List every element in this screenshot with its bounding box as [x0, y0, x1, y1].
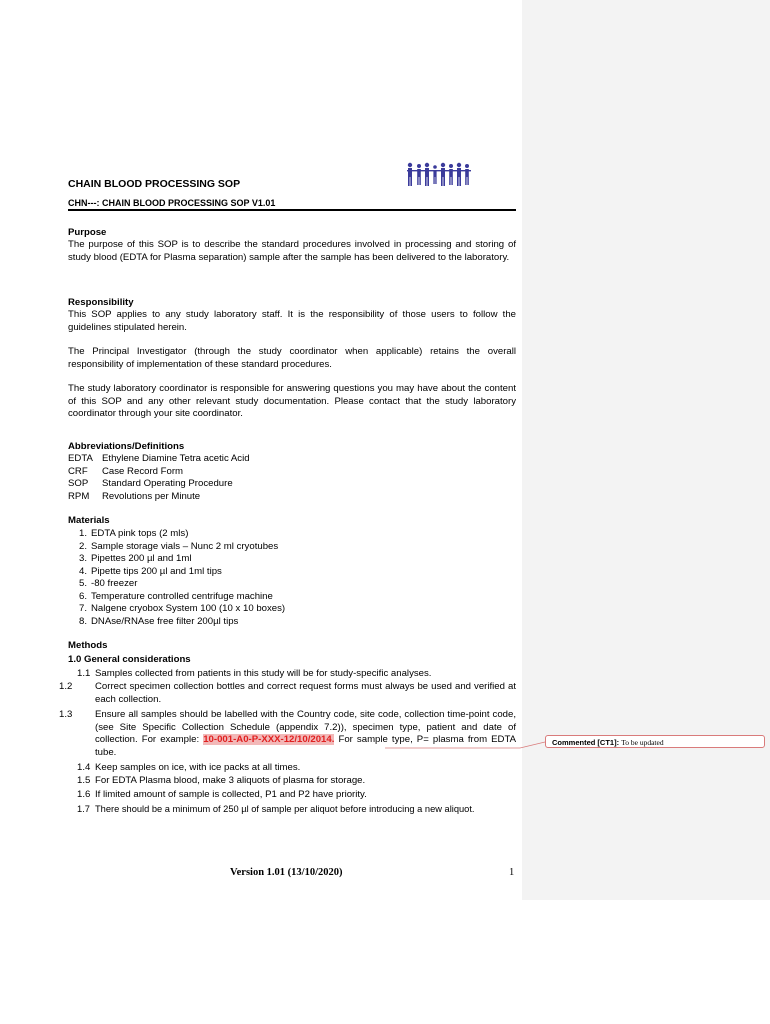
abbreviations-heading: Abbreviations/Definitions [68, 441, 185, 452]
commented-highlight[interactable]: 10-001-A0-P-XXX-12/10/2014. [203, 734, 335, 746]
method-number: 1.5 [77, 775, 91, 786]
abbreviation-item [68, 491, 250, 504]
abbreviation-definition: Ethylene Diamine Tetra acetic Acid [102, 453, 250, 464]
version-footer: Version 1.01 (13/10/2020) [230, 867, 343, 878]
purpose-text: The purpose of this SOP is to describe the standard procedures involved in processing and storing of study blood (EDTA for Plasma separation) sample after the sample has been delivered to the laboratory. [68, 239, 516, 263]
materials-heading: Materials [68, 515, 110, 526]
abbreviation-term: SOP [68, 478, 89, 489]
method-text: Samples collected from patients in this study will be for study-specific analyses. [95, 668, 432, 679]
method-item-1-6 [77, 789, 516, 802]
abbreviation-item [68, 478, 250, 491]
abbreviation-item [68, 466, 250, 479]
method-item-1-2 [59, 681, 516, 706]
list-number: 6. [78, 590, 87, 602]
list-text: Pipettes 200 µl and 1ml [91, 553, 192, 564]
method-item-1-5 [77, 775, 516, 788]
method-number: 1.6 [77, 789, 91, 800]
abbreviation-term: CRF [68, 465, 88, 477]
method-text: Ensure all samples should be labelled with the Country code, site code, collection time-point code, (see Site Specific Collection Schedule (appendix 7.2)), specimen type, patient and date of collection. For example: [95, 709, 516, 746]
title-divider [68, 209, 516, 211]
abbreviation-item [68, 453, 250, 466]
list-number: 2. [78, 540, 87, 552]
people-chain-icon [406, 162, 478, 188]
method-text: Keep samples on ice, with ice packs at all times. [95, 762, 301, 773]
method-item-1-7 [77, 803, 516, 816]
responsibility-p3: The study laboratory coordinator is responsible for answering questions you may have about the content of this SOP and any other relevant study documentation. Please contact that the study laboratory coordinator through your site coordinator. [68, 383, 516, 420]
list-number: 5. [78, 578, 87, 589]
document-title: CHAIN BLOOD PROCESSING SOP [68, 178, 241, 190]
list-item [62, 541, 285, 554]
comment-text: To be updated [621, 738, 664, 747]
abbreviation-term: EDTA [68, 453, 93, 464]
method-text: There should be a minimum of 250 µl of sample per aliquot before introducing a new aliquot. [95, 804, 475, 814]
list-text: -80 freezer [91, 578, 138, 589]
list-item [62, 603, 285, 616]
list-item [62, 528, 285, 541]
method-text: Correct specimen collection bottles and correct request forms must always be used and verified at each collection. [95, 681, 516, 705]
list-number: 8. [78, 615, 87, 627]
general-considerations-heading: 1.0 General considerations [68, 654, 191, 665]
list-item [62, 578, 285, 591]
list-text: Sample storage vials – Nunc 2 ml cryotubes [91, 540, 279, 552]
method-number: 1.2 [59, 681, 73, 692]
comments-margin-panel [522, 0, 770, 900]
list-text: Pipette tips 200 µl and 1ml tips [91, 565, 222, 577]
list-item [62, 566, 285, 579]
list-text: Temperature controlled centrifuge machine [91, 590, 273, 602]
responsibility-p2: The Principal Investigator (through the study coordinator when applicable) retains the overall responsibility of implementation of these standard procedures. [68, 346, 516, 370]
list-text: Nalgene cryobox System 100 (10 x 10 boxes) [91, 603, 286, 614]
page-number: 1 [509, 867, 515, 878]
methods-heading: Methods [68, 640, 108, 651]
list-item [62, 591, 285, 604]
method-number: 1.7 [77, 804, 90, 814]
list-item [62, 616, 285, 629]
list-number: 7. [78, 603, 87, 614]
method-text: If limited amount of sample is collected, P1 and P2 have priority. [95, 789, 367, 800]
list-item [62, 553, 285, 566]
abbreviation-definition: Standard Operating Procedure [102, 478, 233, 489]
method-item-1-4 [77, 762, 516, 775]
abbreviations-list [68, 453, 250, 503]
method-item-1-3 [59, 709, 517, 759]
method-text: For EDTA Plasma blood, make 3 aliquots of plasma for storage. [95, 775, 366, 786]
materials-list [62, 528, 285, 628]
method-number: 1.1 [77, 668, 91, 679]
purpose-heading: Purpose [68, 227, 107, 238]
abbreviation-definition: Revolutions per Minute [102, 490, 201, 502]
method-number: 1.4 [77, 762, 91, 773]
list-number: 4. [78, 565, 87, 577]
list-number: 3. [78, 553, 87, 564]
list-number: 1. [78, 528, 87, 539]
list-text: EDTA pink tops (2 mls) [91, 528, 189, 539]
document-subtitle: CHN---: CHAIN BLOOD PROCESSING SOP V1.01 [68, 198, 276, 208]
comment-balloon[interactable] [545, 735, 765, 748]
abbreviation-definition: Case Record Form [102, 465, 184, 477]
method-number: 1.3 [59, 709, 73, 720]
comment-author: Commented [CT1]: [552, 738, 620, 747]
method-text: For sample type, P= plasma from EDTA tube. [95, 734, 517, 758]
responsibility-p1: This SOP applies to any study laboratory staff. It is the responsibility of those users to follow the guidelines stipulated herein. [68, 309, 516, 333]
method-item-1-1 [77, 668, 516, 681]
list-text: DNAse/RNAse free filter 200µl tips [91, 615, 239, 627]
abbreviation-term: RPM [68, 490, 90, 502]
responsibility-heading: Responsibility [68, 297, 134, 308]
